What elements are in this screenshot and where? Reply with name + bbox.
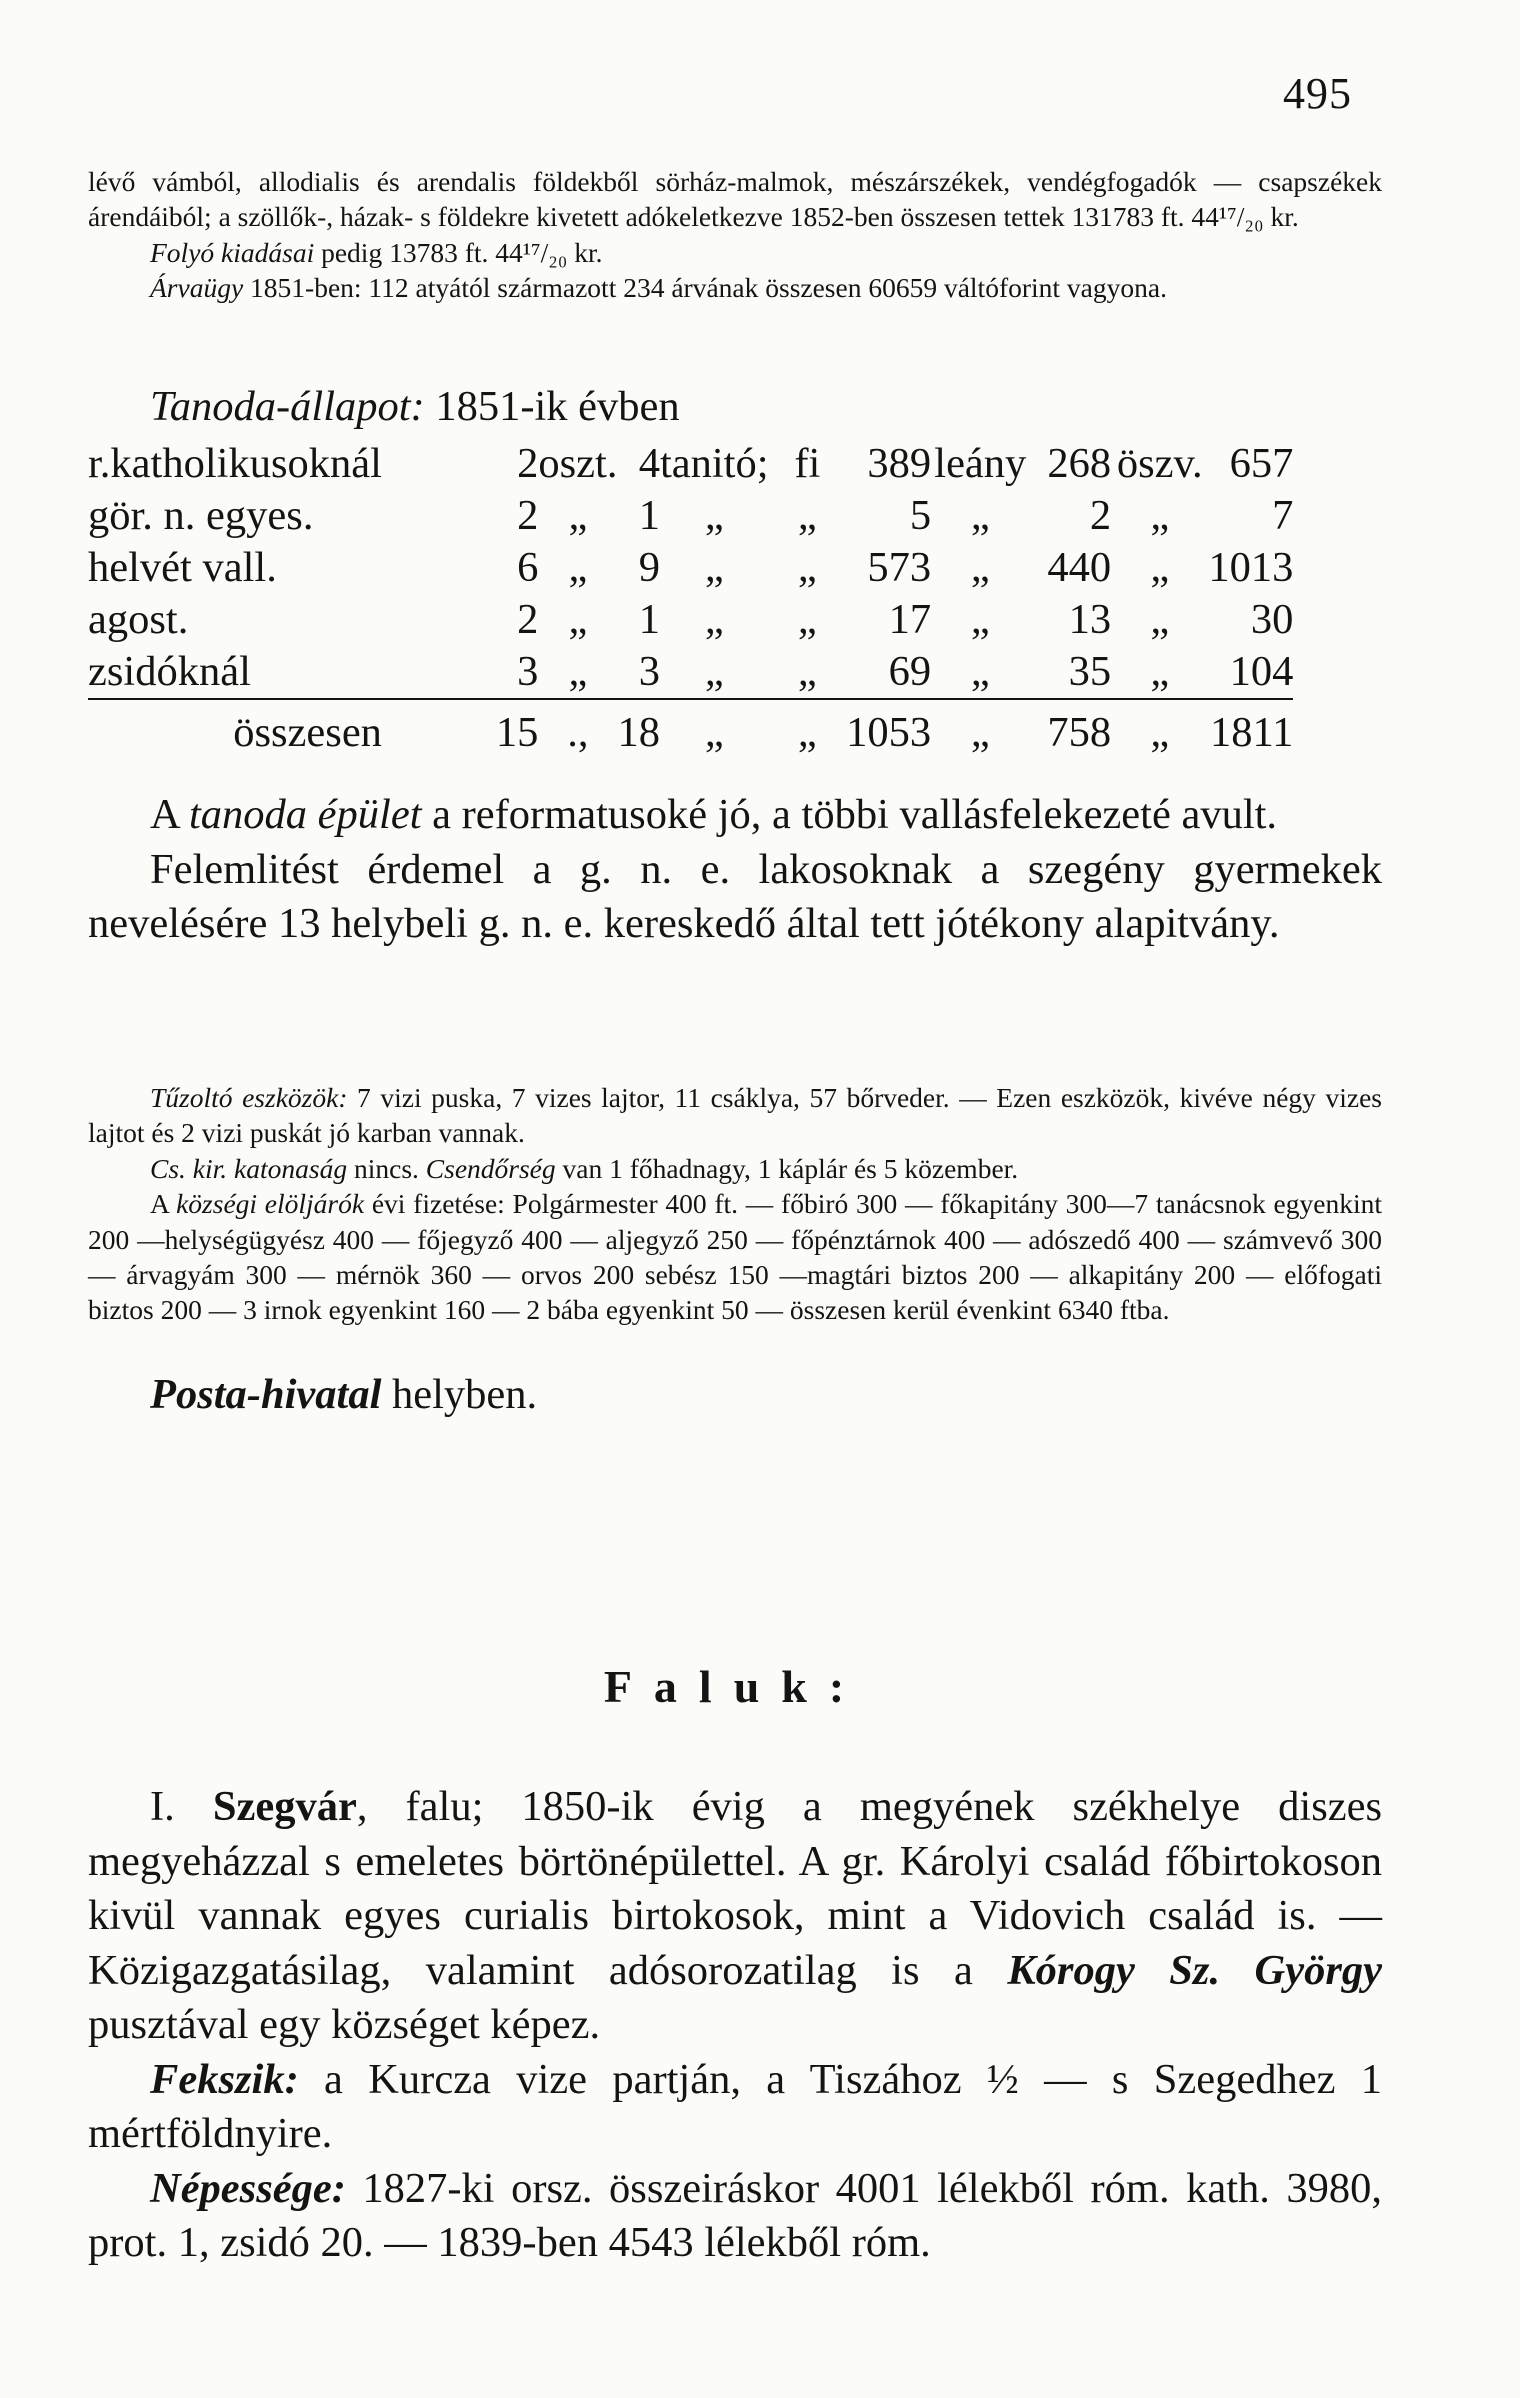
location-text: a Kurcza vize partján, a Tiszához ½ — s Szegedhez 1 mértföldnyire. [88, 2055, 1382, 2157]
stats-cell-c4: „ [970, 544, 990, 591]
stats-cell-schools: 3 [517, 648, 539, 695]
school-stats-table [88, 438, 1382, 766]
fire-equipment-paragraph [88, 1080, 1382, 1151]
public-services [88, 1080, 1382, 1328]
building-paragraph: A tanoda épület a reformatusoké jó, a többi vallásfelekezeté avult. [150, 791, 1278, 838]
book-page [88, 60, 1382, 2360]
stats-cell-girls: 35 [1068, 648, 1112, 695]
stats-cell-c3: „ [797, 648, 817, 695]
building-text: a reformatusoké jó, a többi vallásfelekezeté avult. [421, 791, 1278, 838]
stats-cell-c5: „ [1111, 699, 1208, 766]
income-section [88, 164, 1382, 306]
stats-cell-c1: „ [568, 544, 588, 591]
building-label: tanoda épület [188, 791, 422, 838]
population-text: 1827-ki orsz. összeiráskor 4001 lélekből róm. kath. 3980, prot. 1, zsidó 20. — 1839-ben 4543 lélekből róm. [88, 2164, 1382, 2266]
stats-cell-c3: „ [797, 492, 817, 539]
village-name: Szegvár [212, 1783, 357, 1830]
expenses-text: pedig 13783 ft. 44¹⁷/₂₀ kr. [314, 236, 603, 268]
expenses-paragraph [88, 235, 1382, 270]
page-number: 495 [1283, 69, 1352, 118]
school-heading [88, 380, 1382, 435]
stats-cell-c1: oszt. [538, 440, 618, 487]
location-label: Fekszik: [150, 2055, 299, 2103]
school-text: 1851-ik évben [424, 383, 680, 430]
stats-cell-total: 1013 [1208, 544, 1294, 591]
stats-cell-c1: „ [568, 596, 588, 643]
stats-cell-girls: 13 [1068, 596, 1112, 643]
stats-cell-schools: 2 [517, 596, 539, 643]
military-paragraph: Cs. kir. katonaság nincs. Csendőrség van 1 főhadnagy, 1 káplár és 5 közember. [150, 1152, 1019, 1184]
stats-cell-label: agost. [88, 596, 189, 643]
stats-cell-total: 7 [1272, 492, 1294, 539]
stats-cell-c5: „ [1150, 648, 1170, 695]
stats-cell-c3: „ [797, 544, 817, 591]
stats-total-row [88, 699, 1382, 766]
stats-cell-boys: 5 [909, 492, 932, 539]
stats-cell-c4: „ [970, 648, 990, 695]
stats-cell-teachers: 9 [638, 544, 660, 591]
salaries-paragraph: A községi elöljárók évi fizetése: Polgármester 400 ft. — főbiró 300 — főkapitány 300—7 tanácsnok egyenkint 200 —helységügyész 400 — főjegyző 400 — aljegyző 250 — főpénztárnok 400 — adószedő 400 — számvevő 300 — árvagyám 300 — mérnök 360 — orvos 200 sebész 150 —magtári biztos 200 — alkapitány 200 — előfogati biztos 200 — 3 irnok egyenkint 160 — 2 bába egyenkint 50 — összesen kerül évenkint 6340 ftba. [88, 1188, 1382, 1326]
income-paragraph: lévő vámból, allodialis és arendalis földekből sörház-malmok, mészárszékek, vendégfogadók — csapszékek árendáiból; a szöllők-, házak- s földekre kivetett adókeletkezve 1852-ben összesen tettek 131783 ft. 44¹⁷/₂₀ kr. [88, 166, 1382, 233]
orphan-paragraph [88, 270, 1382, 305]
population-label: Népessége: [150, 2164, 346, 2212]
salaries-text: évi fizetése: Polgármester 400 ft. — főbiró 300 — főkapitány 300—7 tanácsnok egyenkint 200 —helységügyész 400 — főjegyző 400 — aljegyző 250 — főpénztárnok 400 — adószedő 400 — számvevő 300 — árvagyám 300 — mérnök 360 — orvos 200 sebész 150 —magtári biztos 200 — alkapitány 200 — előfogati biztos 200 — 3 irnok egyenkint 160 — 2 bába egyenkint 50 — összesen kerül évenkint 6340 ftba. [88, 1188, 1382, 1326]
stats-cell-label: összesen [88, 699, 382, 766]
stats-cell-c5: „ [1150, 544, 1170, 591]
stats-cell-total: 30 [1250, 596, 1294, 643]
stats-row [88, 646, 1382, 699]
stats-cell-c2: tanitó; [659, 440, 769, 487]
stats-cell-label: gör. n. egyes. [88, 492, 314, 539]
stats-cell-schools: 15 [382, 699, 538, 766]
school-label: Tanoda-állapot: [150, 383, 425, 430]
expenses-label: Folyó kiadásai [150, 236, 315, 268]
stats-cell-c4: „ [970, 596, 990, 643]
stats-cell-label: zsidóknál [88, 648, 251, 695]
section-title: Faluk: [603, 1661, 867, 1712]
stats-cell-c1: „ [568, 492, 588, 539]
post-office [88, 1368, 1382, 1423]
stats-cell-c2: „ [660, 699, 769, 766]
stats-cell-girls: 268 [1047, 440, 1112, 487]
stats-cell-boys: 389 [867, 440, 932, 487]
foundation-paragraph: Felemlitést érdemel a g. n. e. lakosoknak a szegény gyermekek nevelésére 13 helybeli g. n. e. kereskedő által tett jótékony alapitvány. [88, 845, 1382, 947]
fire-equipment-label: Tűzoltó eszközök: [150, 1082, 348, 1113]
stats-cell-c5: „ [1150, 492, 1170, 539]
fire-equipment-text: 7 vizi puska, 7 vizes lajtor, 11 csáklya, 57 bőrveder. — Ezen eszközök, kivéve négy vizes lajtot és 2 vizi puskát jó karban vannak. [88, 1082, 1382, 1149]
stats-cell-label: r.katholikusoknál [88, 440, 382, 487]
stats-row [88, 438, 1382, 490]
stats-cell-c2: „ [704, 648, 724, 695]
stats-cell-c2: „ [704, 492, 724, 539]
stats-cell-teachers: 4 [638, 440, 660, 487]
stats-cell-c1: „ [568, 648, 588, 695]
stats-cell-total: 1811 [1208, 699, 1293, 766]
stats-cell-c4: „ [931, 699, 1029, 766]
village-section [88, 1780, 1382, 2271]
salaries-label: községi elöljárók [176, 1188, 365, 1220]
school-notes [88, 788, 1382, 952]
location-paragraph [88, 2053, 1382, 2162]
stats-cell-c1: ., [538, 699, 617, 766]
post-office-text: helyben. [381, 1371, 538, 1418]
stats-cell-teachers: 18 [617, 699, 660, 766]
stats-cell-total: 104 [1229, 648, 1294, 695]
population-paragraph [88, 2162, 1382, 2271]
stats-cell-boys: 573 [867, 544, 932, 591]
stats-cell-label: helvét vall. [88, 544, 277, 591]
stats-row [88, 594, 1382, 646]
stats-cell-c5: öszv. [1116, 440, 1203, 487]
post-office-label: Posta-hivatal [150, 1371, 382, 1418]
orphan-label: Árvaügy [150, 272, 244, 304]
stats-cell-girls: 758 [1030, 699, 1112, 766]
stats-cell-c3: fi [794, 440, 821, 487]
village-paragraph: I. Szegvár, falu; 1850-ik évig a megyének székhelye diszes megyeházzal s emeletes börtönépülettel. A gr. Károlyi család főbirtokoson kivül vannak egyes curialis birtokosok, mint a Vidovich család is. — Közigazgatásilag, valamint adósorozatilag is a Kórogy Sz. György pusztával egy községet képez. [88, 1783, 1382, 2048]
stats-cell-teachers: 1 [638, 596, 660, 643]
orphan-text: 1851-ben: 112 atyától származott 234 árvának összesen 60659 váltóforint vagyona. [243, 272, 1167, 304]
military-label: Cs. kir. katonaság [150, 1152, 348, 1184]
stats-cell-teachers: 1 [638, 492, 660, 539]
stats-cell-girls: 440 [1047, 544, 1112, 591]
stats-cell-boys: 17 [888, 596, 932, 643]
stats-row [88, 542, 1382, 594]
stats-cell-schools: 6 [517, 544, 539, 591]
stats-cell-c3: „ [769, 699, 847, 766]
village-place: Kórogy Sz. György [1007, 1946, 1382, 1994]
stats-cell-c4: „ [970, 492, 990, 539]
stats-cell-c4: leány [934, 440, 1027, 487]
gendarmerie-label: Csendőrség [425, 1152, 556, 1184]
stats-cell-c3: „ [797, 596, 817, 643]
stats-cell-total: 657 [1229, 440, 1294, 487]
stats-cell-c2: „ [704, 596, 724, 643]
stats-cell-schools: 2 [517, 440, 539, 487]
stats-cell-c5: „ [1150, 596, 1170, 643]
stats-cell-girls: 2 [1089, 492, 1112, 539]
stats-cell-boys: 69 [888, 648, 932, 695]
stats-cell-c2: „ [704, 544, 724, 591]
stats-cell-teachers: 3 [638, 648, 660, 695]
stats-cell-schools: 2 [517, 492, 539, 539]
stats-cell-boys: 1053 [846, 699, 931, 766]
stats-row [88, 490, 1382, 542]
